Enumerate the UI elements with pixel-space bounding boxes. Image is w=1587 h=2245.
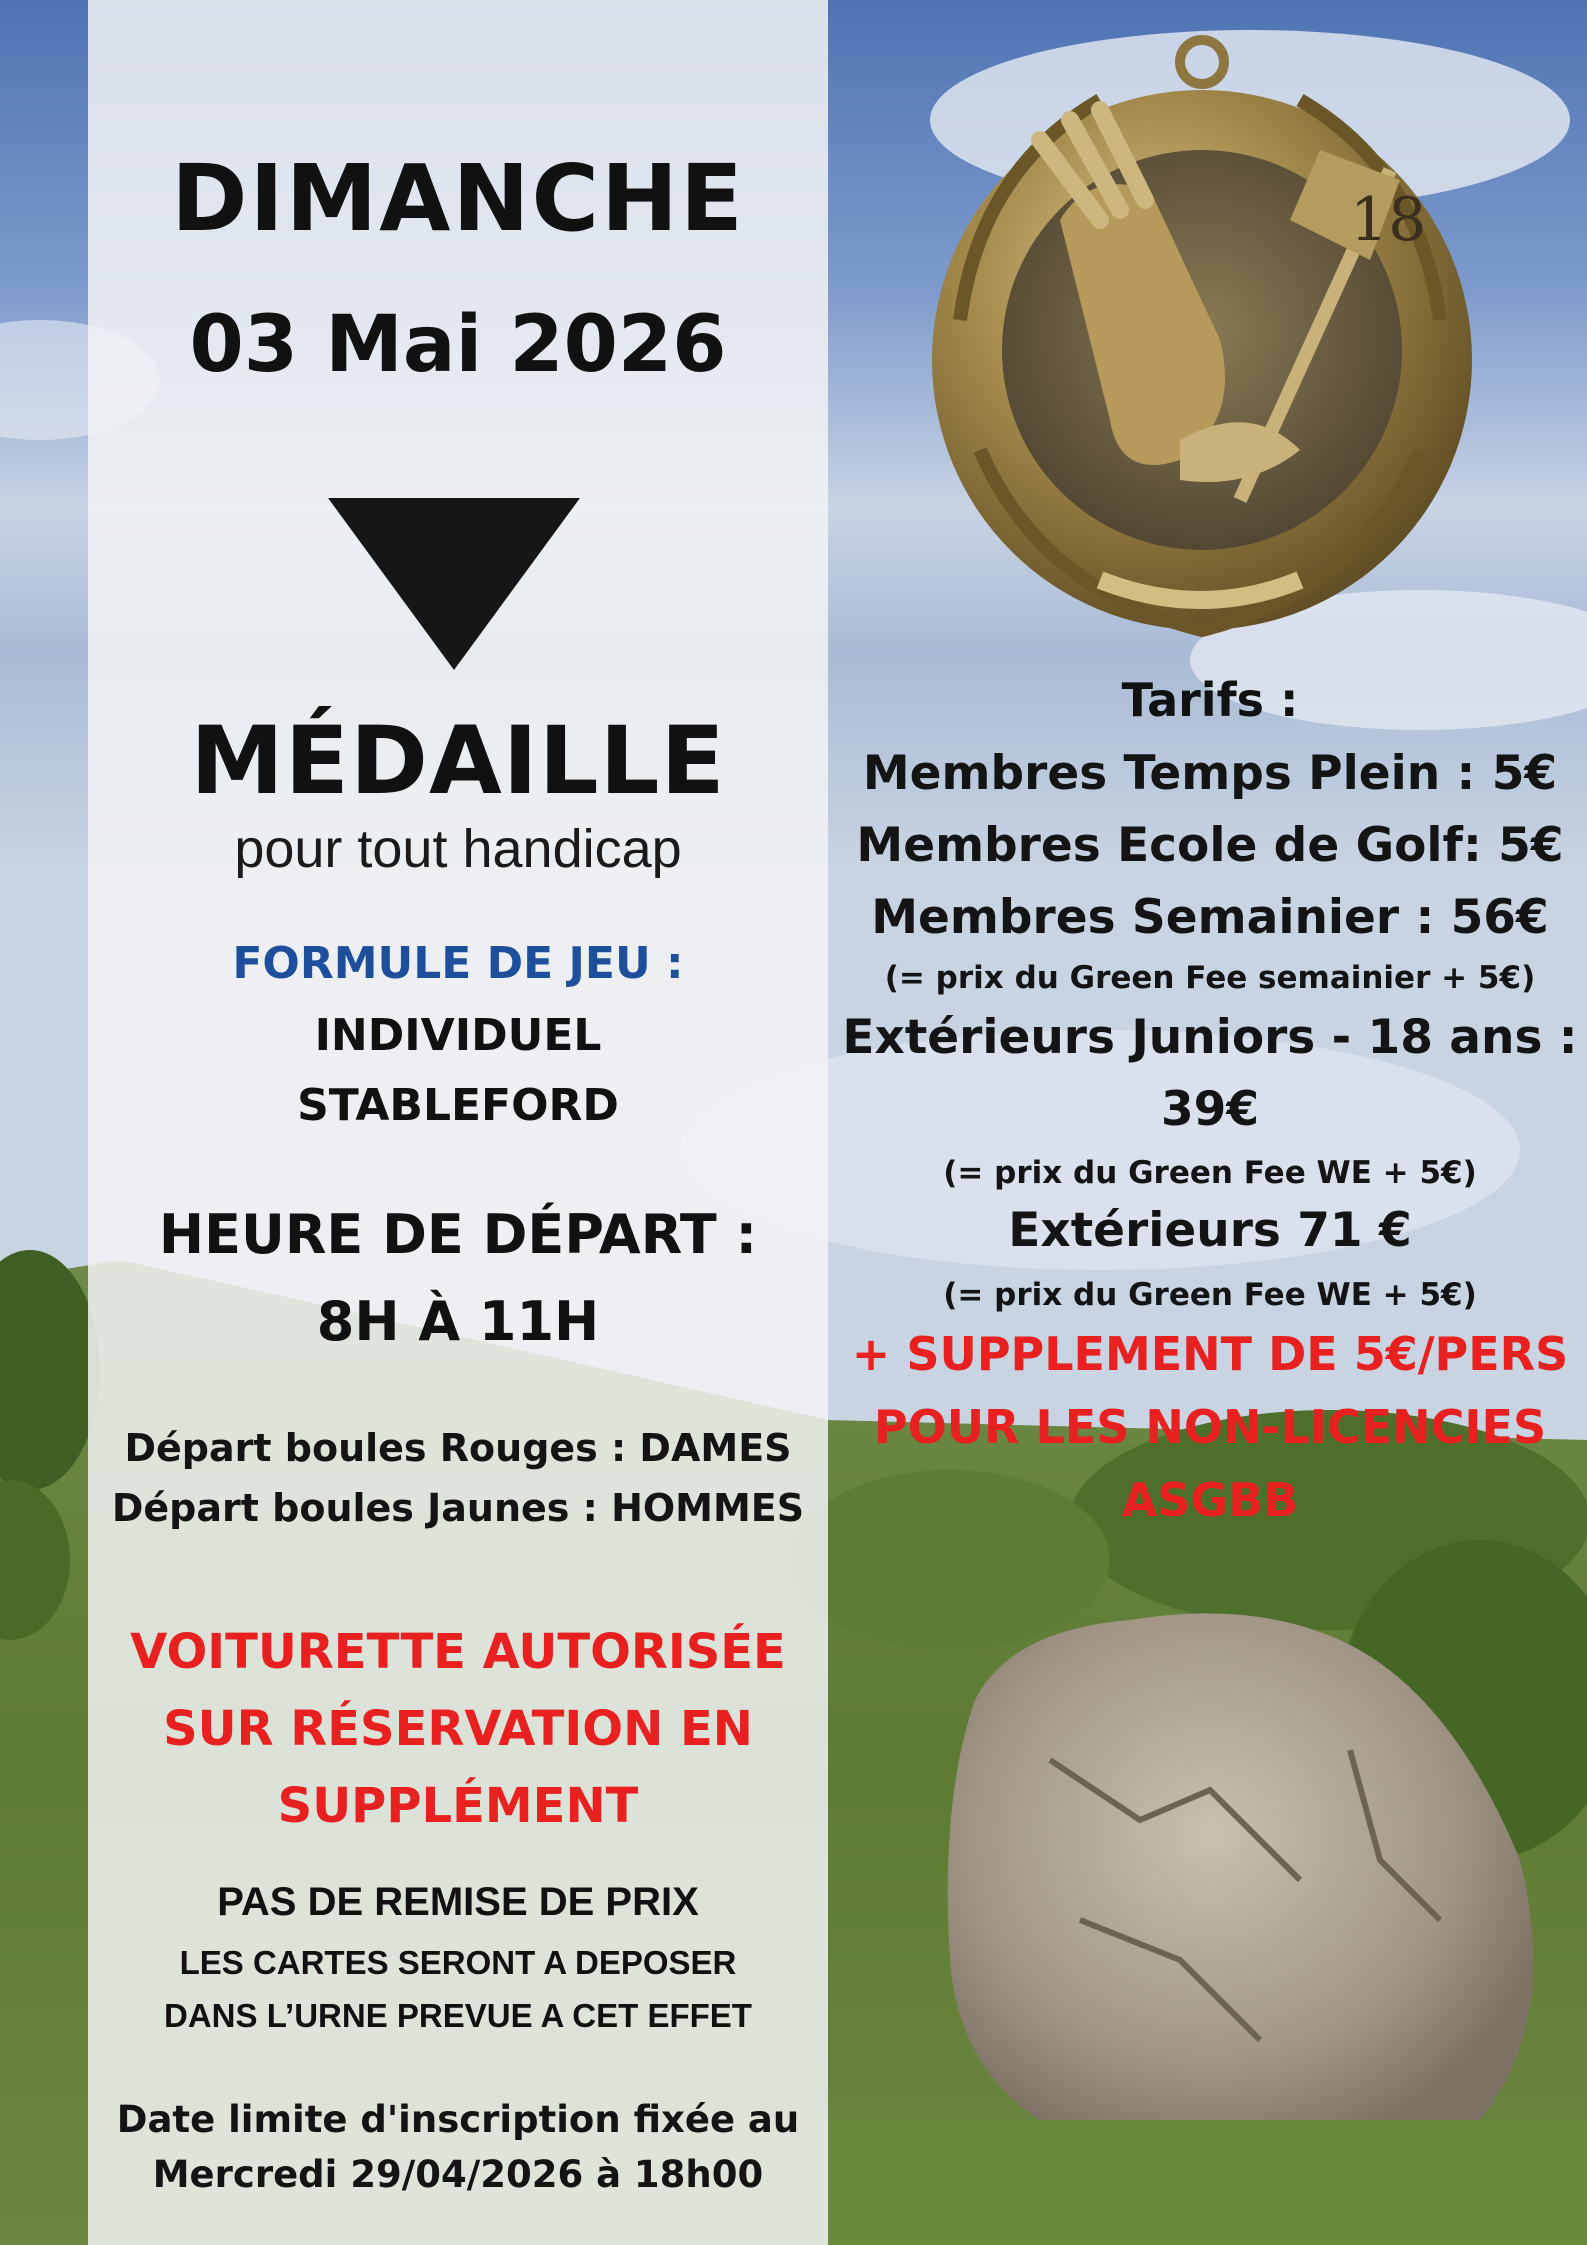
cart-notice-line: VOITURETTE AUTORISÉE	[130, 1624, 786, 1680]
no-prize-title: PAS DE REMISE DE PRIX	[217, 1880, 699, 1924]
tarif-note: (= prix du Green Fee WE + 5€)	[943, 1155, 1477, 1191]
competition-subtitle: pour tout handicap	[234, 819, 682, 879]
tee-line: Départ boules Jaunes : HOMMES	[111, 1486, 805, 1530]
tee-line: Départ boules Rouges : DAMES	[124, 1426, 792, 1470]
formula-line: STABLEFORD	[297, 1080, 619, 1131]
tarif-note: (= prix du Green Fee semainier + 5€)	[884, 960, 1536, 996]
formula-line: INDIVIDUEL	[314, 1010, 602, 1061]
cart-notice-line: SUR RÉSERVATION EN	[163, 1701, 753, 1757]
arrow-down-icon	[328, 498, 580, 670]
tarifs-label: Tarifs :	[1121, 673, 1299, 727]
competition-title: MÉDAILLE	[190, 707, 726, 816]
cart-notice-line: SUPPLÉMENT	[277, 1778, 639, 1834]
cards-notice-line: LES CARTES SERONT A DEPOSER	[179, 1944, 737, 1981]
tarif-line: 39€	[1160, 1082, 1260, 1137]
tarif-line: Membres Temps Plein : 5€	[862, 746, 1558, 801]
tarif-note: (= prix du Green Fee WE + 5€)	[943, 1277, 1477, 1313]
golf-medal-icon	[920, 20, 1480, 660]
deadline-line: Date limite d'inscription fixée au	[116, 2098, 800, 2141]
supplement-line: ASGBB	[1121, 1473, 1299, 1527]
deadline-line: Mercredi 29/04/2026 à 18h00	[152, 2153, 764, 2196]
tarif-line: Membres Ecole de Golf: 5€	[856, 818, 1564, 873]
start-time-label: HEURE DE DÉPART :	[158, 1203, 758, 1266]
supplement-line: POUR LES NON-LICENCIES	[873, 1400, 1547, 1454]
supplement-line: + SUPPLEMENT DE 5€/PERS	[851, 1327, 1569, 1381]
cards-notice-line: DANS L’URNE PREVUE A CET EFFET	[164, 1997, 752, 2034]
start-time-value: 8H À 11H	[316, 1290, 600, 1353]
tarif-line: Extérieurs Juniors - 18 ans :	[842, 1010, 1578, 1065]
event-day: DIMANCHE	[171, 145, 745, 252]
event-date: 03 Mai 2026	[189, 300, 727, 390]
tarif-line: Membres Semainier : 56€	[871, 890, 1549, 945]
formula-label: FORMULE DE JEU :	[232, 938, 684, 989]
svg-text:18: 18	[1350, 185, 1427, 255]
tarif-line: Extérieurs 71 €	[1008, 1203, 1412, 1258]
